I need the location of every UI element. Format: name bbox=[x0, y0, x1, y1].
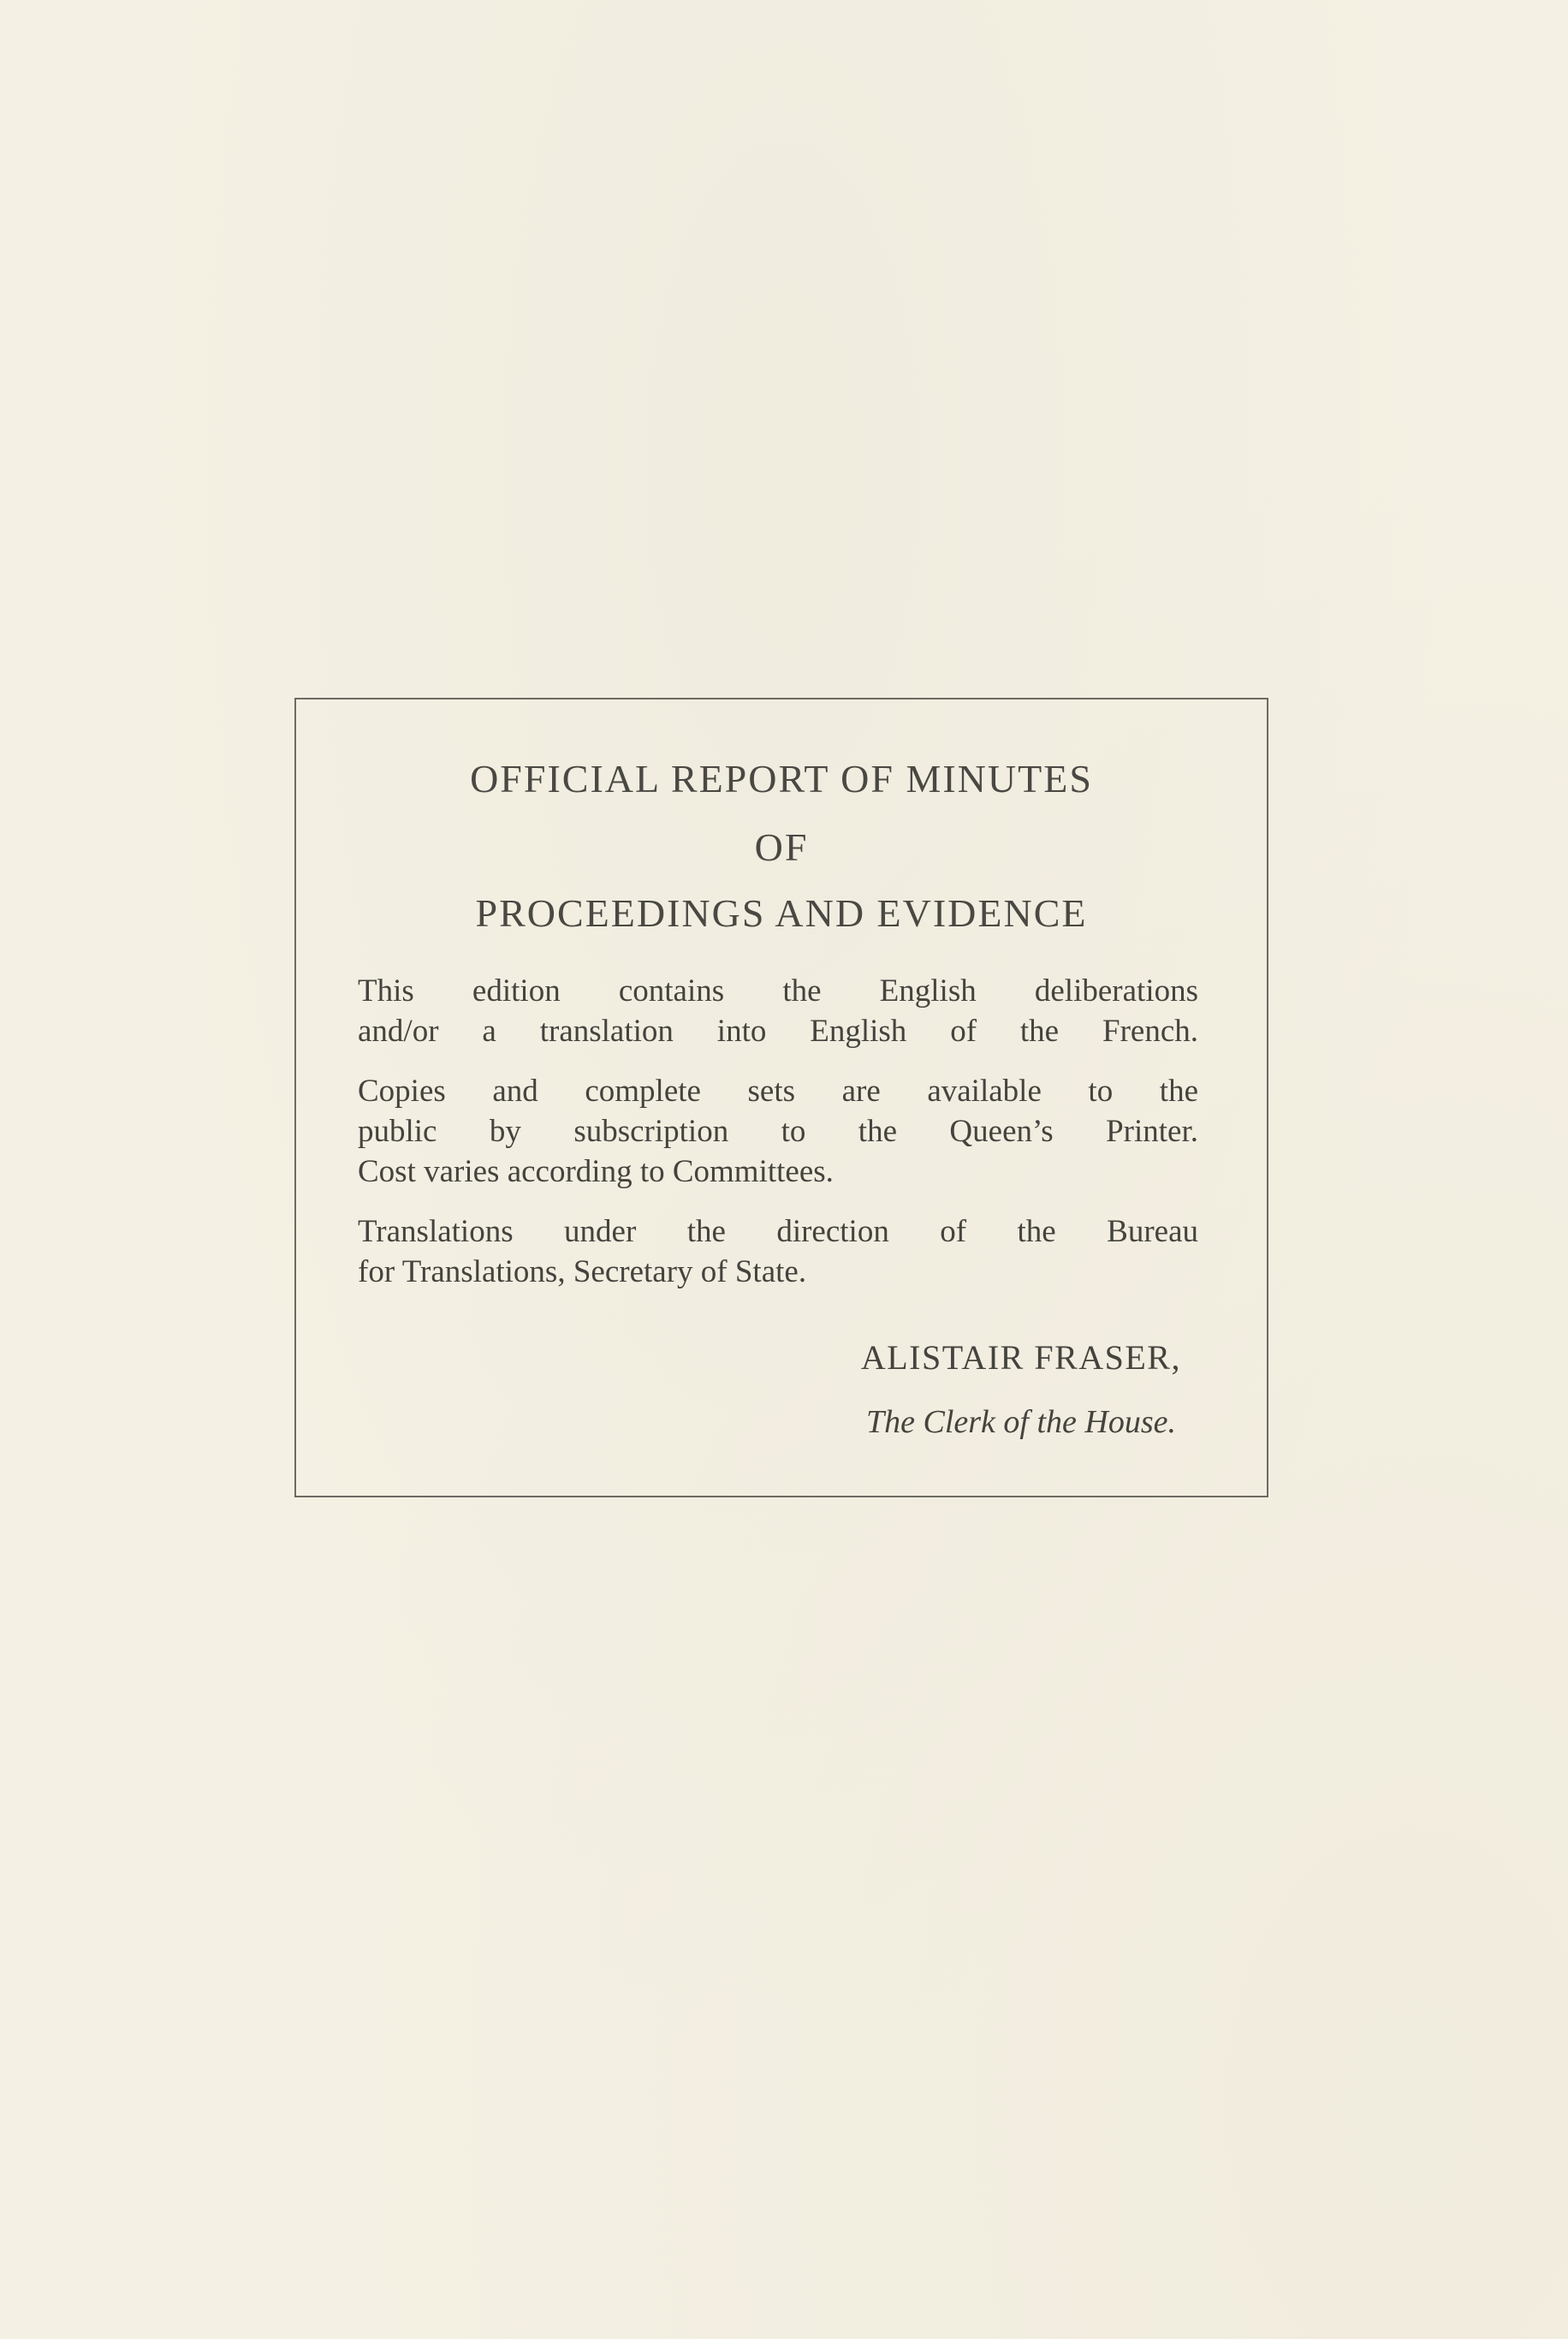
paragraph-line: and/or a translation into English of the French. bbox=[358, 1014, 1198, 1049]
copies-paragraph bbox=[358, 1071, 1198, 1192]
heading-line-1: OFFICIAL REPORT OF MINUTES bbox=[470, 757, 1093, 800]
signer-title: The Clerk of the House. bbox=[865, 1404, 1176, 1440]
paragraph-line: This edition contains the English deliberations bbox=[358, 973, 1198, 1009]
paragraph-line: Copies and complete sets are available to the bbox=[358, 1074, 1198, 1109]
translations-paragraph bbox=[358, 1211, 1198, 1292]
heading-line-3: PROCEEDINGS AND EVIDENCE bbox=[475, 891, 1088, 935]
edition-paragraph bbox=[358, 971, 1198, 1051]
notice-box bbox=[294, 698, 1268, 1497]
signer-name: ALISTAIR FRASER, bbox=[860, 1338, 1181, 1377]
paragraph-line: Translations under the direction of the Bureau bbox=[358, 1214, 1198, 1249]
heading-line-2: OF bbox=[754, 825, 809, 869]
paragraph-line: Cost varies according to Committees. bbox=[358, 1154, 834, 1189]
paragraph-line: for Translations, Secretary of State. bbox=[358, 1254, 807, 1289]
paragraph-line: public by subscription to the Queen’s Printer. bbox=[358, 1114, 1198, 1149]
